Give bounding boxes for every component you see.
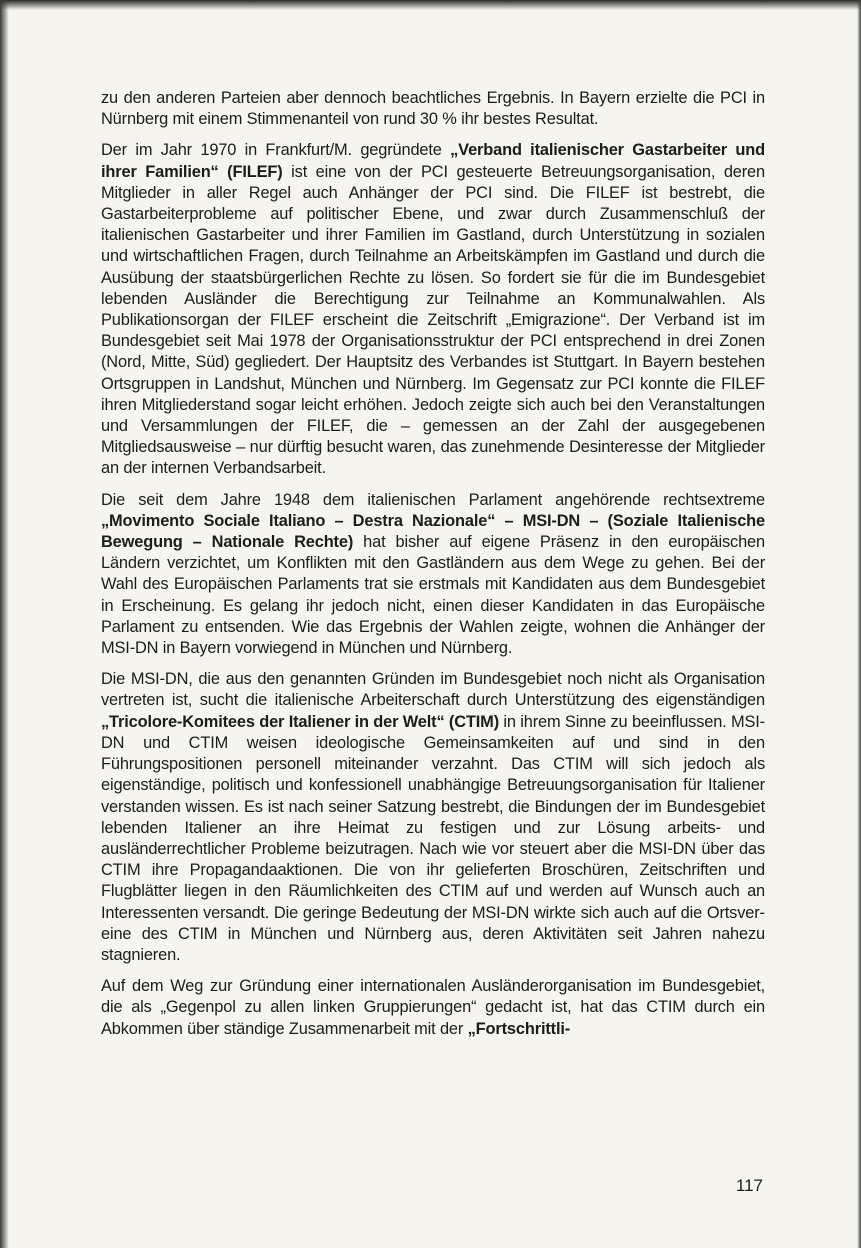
organization-name-continued: „Fortschrittli- [467, 1019, 571, 1038]
organization-name-filef: „Verband italienischer Gastarbeiter und ihrer Familien“ (FILEF) [101, 141, 765, 181]
scan-edge-top [0, 0, 861, 10]
organization-name-msi-dn: „Movimento Sociale Italiano – Destra Nazionale“ – MSI-DN – (Soziale Italienische Bewegung – Nationale Rechte) [101, 511, 765, 552]
paragraph-1 [101, 88, 765, 130]
paragraph-text: Auf dem Weg zur Gründung einer internationalen Ausländerorganisation im Bundesgebiet, die als „Gegenpol zu allen linken Gruppierungen“ gedacht ist, hat das CTIM durch ein Abkommen über ständige Zusammenarbeit mit der [101, 977, 765, 1038]
page-number: 117 [735, 1176, 763, 1195]
paragraph-text: Die seit dem Jahre 1948 dem italienischen Parlament angehörende rechtsextreme [101, 490, 765, 509]
paragraph-text: ist eine von der PCI gesteuerte Betreuungsorganisation, deren Mitglieder in aller Regel auch Anhänger der PCI sind. Die FILEF ist bestrebt, die Gastarbeiterprobleme auf politischer Ebene, und zwar durch Zusammenschluß der italienischen Gastarbeiter und ihrer Familien im Gastland, durch Unterstützung in sozialen und wirtschaftlichen Fragen, durch Teilnahme an Arbeitskämpfen im Gastland und durch die Ausübung der staatsbürgerlichen Rechte zu lösen. So fordert sie für die im Bundesgebiet lebenden Ausländer die Berechtigung zur Teilnahme an Kommunalwahlen. Als Publikationsorgan der FILEF erscheint die Zeitschrift „Emigrazione“. Der Verband ist im Bundesgebiet seit Mai 1978 der Organisationsstruktur der PCI entsprechend in drei Zonen (Nord, Mitte, Süd) gegliedert. Der Hauptsitz des Verbandes ist Stuttgart. In Bayern bestehen Ortsgruppen in Landshut, München und Nürnberg. Im Gegensatz zur PCI konnte die FILEF ihren Mitgliederstand sogar leicht erhöhen. Jedoch zeigte sich auch bei den Veranstaltungen und Versammlungen der FILEF, die – gemessen an der Zahl der ausgegebenen Mitgliedsausweise – nur dürftig besucht waren, das zunehmende Desinteresse der Mitglieder an der internen Verbandsarbeit. [101, 162, 765, 478]
paragraph-text: Die MSI-DN, die aus den genannten Gründen im Bundesgebiet noch nicht als Organisation vertreten ist, sucht die italienische Arbeiterschaft durch Unterstützung des eigenständigen [101, 670, 765, 710]
paragraph-5 [101, 976, 765, 1040]
paragraph-text: zu den anderen Parteien aber dennoch beachtliches Ergebnis. In Bayern erzielte die PCI in Nürnberg mit einem Stimmenanteil von rund 30 % ihr bestes Resultat. [101, 89, 765, 129]
paragraph-2 [101, 140, 765, 479]
paragraph-4 [101, 669, 765, 966]
paragraph-3 [101, 490, 765, 660]
paragraph-text: in ihrem Sinne zu beeinflussen. MSI-DN und CTIM weisen ideologische Gemeinsamkeiten auf und sind in den Führungspositionen personell miteinander verzahnt. Das CTIM will sich jedoch als eigenständige, politisch und konfessionell unabhängige Betreuungsorganisation für Italiener verstanden wissen. Es ist nach seiner Satzung bestrebt, die Bindungen der im Bundesgebiet lebenden Italiener an ihre Heimat zu festigen und zur Lösung arbeits- und ausländerrechtlicher Probleme beizutragen. Nach wie vor steuert aber die MSI-DN über das CTIM ihre Propagandaaktionen. Die von ihr gelieferten Broschüren, Zeitschriften und Flugblätter liegen in den Räumlichkeiten des CTIM auf und werden auf Wunsch auch an Interessenten versandt. Die geringe Bedeutung der MSI-DN wirkte sich auch auf die Ortsvereine des CTIM in München und Nürnberg aus, deren Aktivitäten seit Jahren nahezu stagnieren. [101, 712, 765, 964]
paragraph-text: hat bisher auf eigene Präsenz in den europäischen Ländern verzichtet, um Konflikten mit den Gastländern aus dem Wege zu gehen. Bei der Wahl des Europäischen Parlaments trat sie erstmals mit Kandidaten aus dem Bundesgebiet in Erscheinung. Es gelang ihr jedoch nicht, einen dieser Kandidaten in das Europäische Parlament zu entsenden. Wie das Ergebnis der Wahlen zeigte, wohnen die Anhänger der MSI-DN in Bayern vorwiegend in München und Nürnberg. [101, 533, 765, 658]
paragraph-text: Der im Jahr 1970 in Frankfurt/M. gegründete [101, 141, 451, 160]
scan-edge-left [0, 0, 9, 1248]
scan-edge-right [857, 0, 861, 1248]
body-text [101, 88, 765, 1050]
organization-name-ctim: „Tricolore-Komitees der Italiener in der Welt“ (CTIM) [101, 712, 499, 731]
